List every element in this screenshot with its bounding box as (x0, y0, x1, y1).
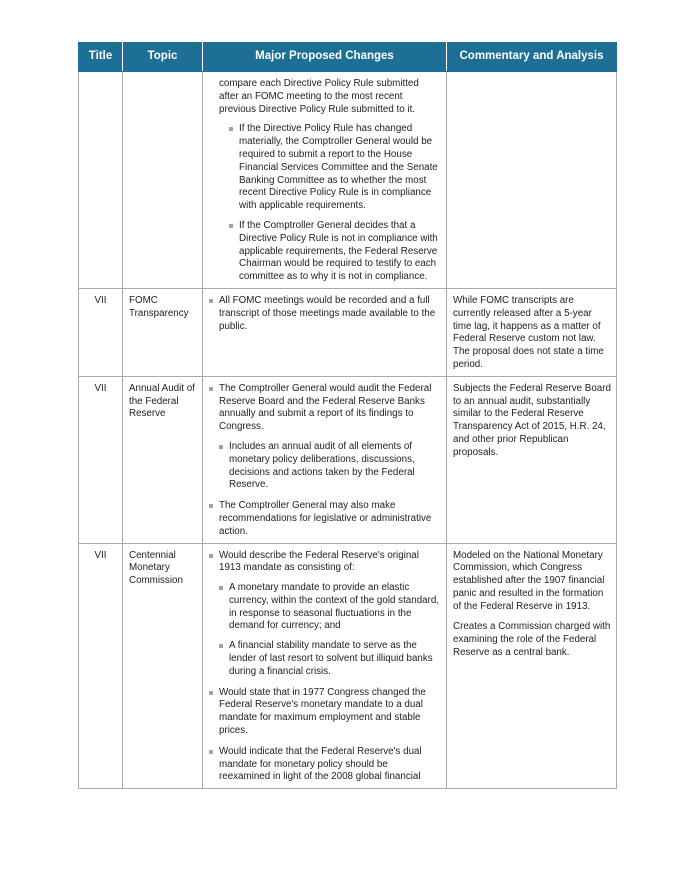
bullet-square-icon (209, 299, 213, 303)
change-list (209, 550, 441, 785)
table-row (79, 543, 617, 789)
row-topic-cell: Annual Audit of the Federal Reserve (123, 376, 203, 543)
row-changes-cell (203, 72, 447, 289)
sub-change-list (219, 441, 441, 492)
row-changes-cell (203, 376, 447, 543)
table-row (79, 72, 617, 289)
change-item (209, 550, 441, 679)
change-list (209, 295, 441, 333)
change-item-text: Would state that in 1977 Congress changed the Federal Reserve's monetary mandate to a dual mandate for maximum employment and stable prices. (219, 686, 426, 737)
commentary-paragraph: Modeled on the National Monetary Commission, which Congress established after the 1907 financial panic and resulted in the formation of the Federal Reserve in 1913. (453, 549, 605, 612)
continued-change-text: compare each Directive Policy Rule submitted after an FOMC meeting to the most recent previous Directive Policy Rule submitted to it. (219, 78, 419, 115)
row-title-cell: VII (79, 288, 123, 376)
header-commentary-and-analysis: Commentary and Analysis (447, 42, 617, 72)
header-major-proposed-changes: Major Proposed Changes (203, 42, 447, 72)
commentary-paragraph: Subjects the Federal Reserve Board to an annual audit, substantially similar to the Federal Reserve Transparency Act of 2015, H.R. 24, and other prior Republican proposals. (453, 382, 611, 458)
sub-change-item-text: A financial stability mandate to serve as the lender of last resort to solvent but illiquid banks during a financial crisis. (229, 640, 433, 677)
change-list (209, 383, 441, 539)
sub-change-item (229, 123, 441, 213)
header-title: Title (79, 42, 123, 72)
row-title-cell (79, 72, 123, 289)
bullet-square-icon (209, 504, 213, 508)
continued-changes (209, 78, 441, 284)
commentary-paragraph: While FOMC transcripts are currently released after a 5-year time lag, it happens as a matter of Federal Reserve custom not law. The proposal does not state a time period. (453, 294, 604, 370)
table-header-row (79, 42, 617, 72)
sub-change-list (229, 123, 441, 284)
bullet-square-icon (229, 224, 233, 228)
sub-change-item-text: Includes an annual audit of all elements of monetary policy deliberations, discussions, decisions and actions taken by the Federal Reserve. (229, 440, 415, 491)
row-topic-cell: FOMC Transparency (123, 288, 203, 376)
row-changes-cell (203, 288, 447, 376)
table-row (79, 376, 617, 543)
sub-change-list (219, 582, 441, 679)
row-title-cell: VII (79, 376, 123, 543)
row-commentary-cell (447, 72, 617, 289)
row-changes-cell (203, 543, 447, 789)
sub-change-item-text: If the Comptroller General decides that a Directive Policy Rule is not in compliance with applicable requirements, the Federal Reserve Chairman would be required to testify to each committee as to why it is not in compliance. (239, 219, 438, 283)
bullet-square-icon (209, 387, 213, 391)
sub-change-item (219, 640, 441, 678)
table-body (79, 72, 617, 789)
change-item-text: Would describe the Federal Reserve's original 1913 mandate as consisting of: (219, 549, 419, 574)
change-item (209, 500, 441, 538)
bullet-square-icon (229, 127, 233, 131)
table-row (79, 288, 617, 376)
header-topic: Topic (123, 42, 203, 72)
change-item (209, 687, 441, 738)
change-item-text: The Comptroller General may also make recommendations for legislative or administrative action. (219, 500, 432, 537)
proposal-table (78, 42, 617, 789)
row-title-cell: VII (79, 543, 123, 789)
row-commentary-cell (447, 288, 617, 376)
sub-change-item (229, 220, 441, 284)
bullet-square-icon (219, 586, 223, 590)
sub-change-item (219, 441, 441, 492)
change-item-text: All FOMC meetings would be recorded and a full transcript of those meetings made available to the public. (219, 294, 436, 332)
sub-change-item-text: If the Directive Policy Rule has changed materially, the Comptroller General would be required to submit a report to the House Financial Services Committee and the Senate Banking Committee as to whether the most recent Directive Policy Rule is in compliance with applicable requirements. (239, 123, 438, 212)
bullet-square-icon (209, 750, 213, 754)
change-item (209, 383, 441, 492)
row-topic-cell (123, 72, 203, 289)
change-item (209, 295, 441, 333)
change-item-text: The Comptroller General would audit the Federal Reserve Board and the Federal Reserve Banks annually and submit a report of its findings to Congress. (219, 382, 432, 433)
bullet-square-icon (209, 554, 213, 558)
sub-change-item-text: A monetary mandate to provide an elastic currency, within the context of the gold standard, in response to seasonal fluctuations in the demand for currency; and (229, 582, 440, 632)
bullet-square-icon (209, 691, 213, 695)
row-commentary-cell (447, 376, 617, 543)
bullet-square-icon (219, 644, 223, 648)
sub-change-item (219, 582, 441, 633)
change-item-text: Would indicate that the Federal Reserve's dual mandate for monetary policy should be reexamined in light of the 2008 global financial (219, 745, 422, 783)
change-item (209, 746, 441, 784)
commentary-paragraph: Creates a Commission charged with examining the role of the Federal Reserve as a central bank. (453, 621, 611, 659)
row-topic-cell: Centennial Monetary Commission (123, 543, 203, 789)
row-commentary-cell (447, 543, 617, 789)
bullet-square-icon (219, 445, 223, 449)
